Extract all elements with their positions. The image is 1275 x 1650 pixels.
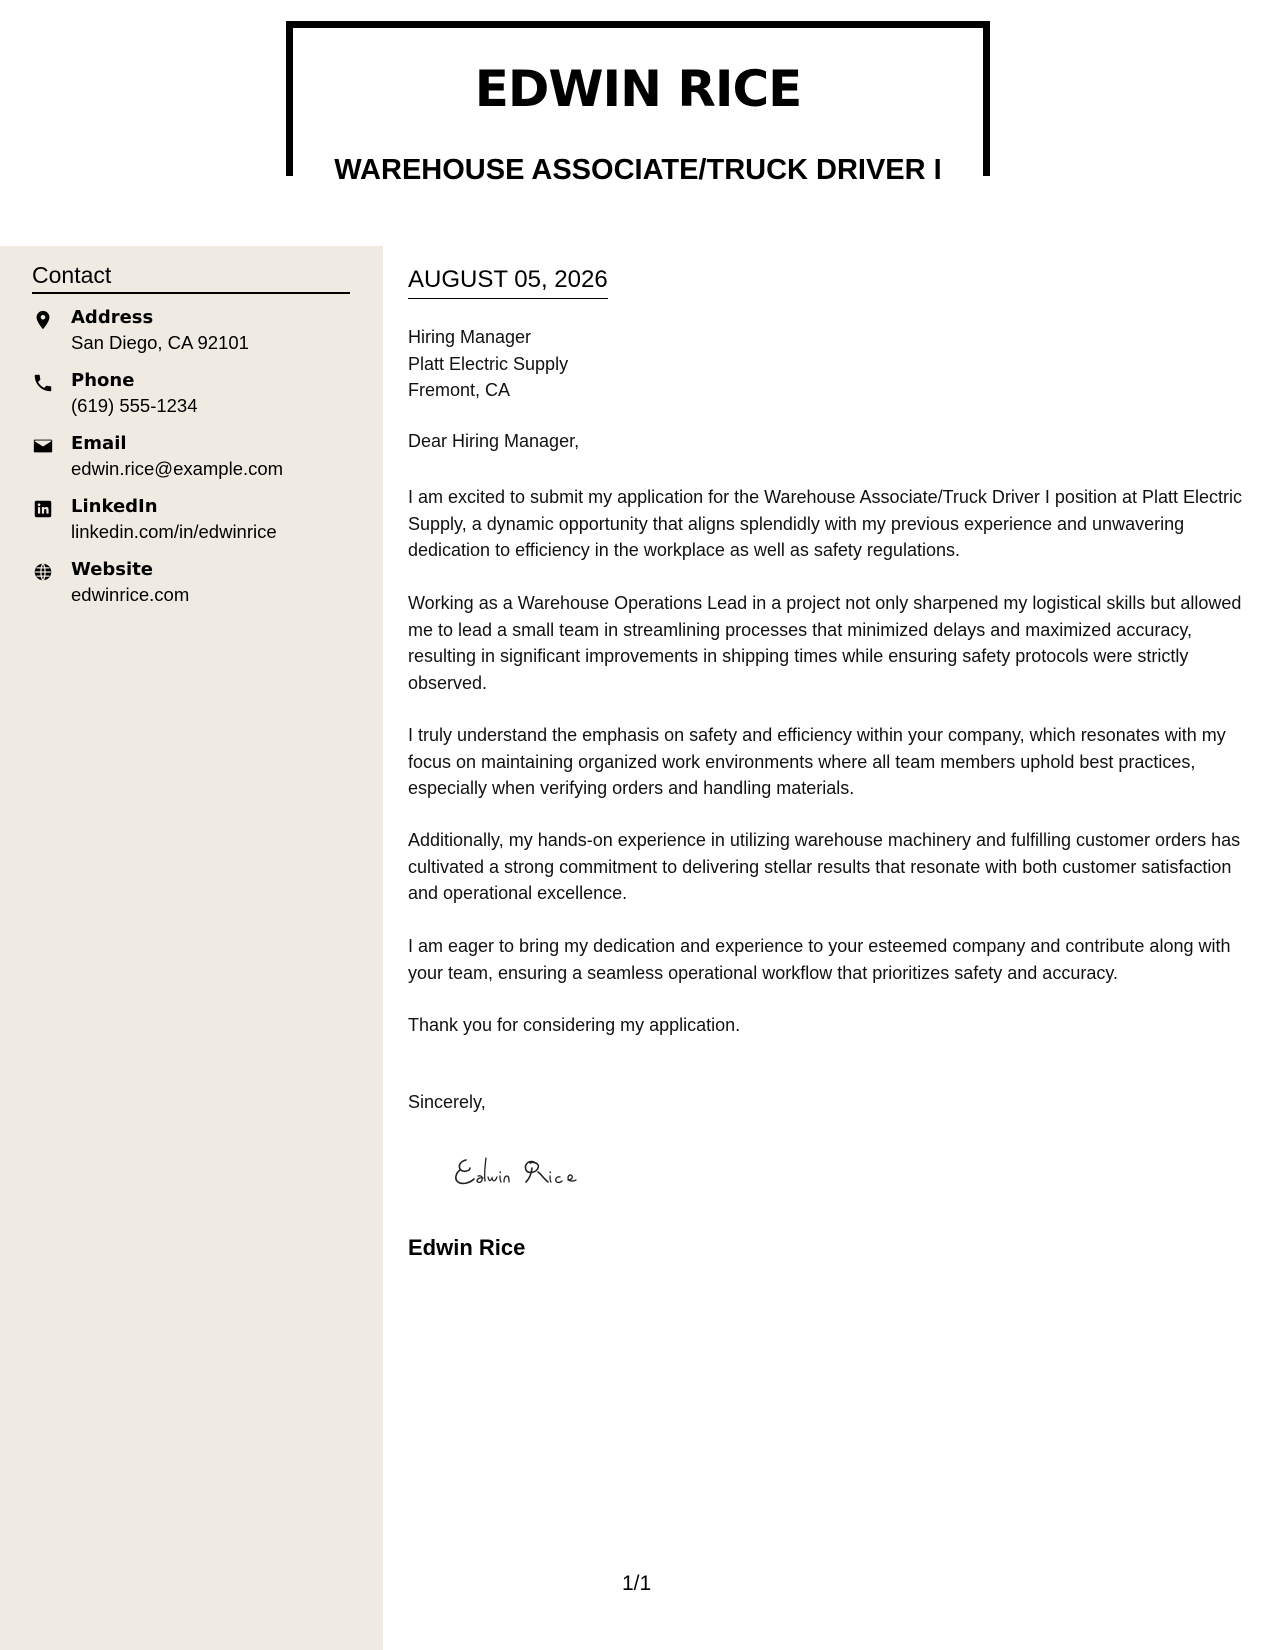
greeting: Dear Hiring Manager, (408, 431, 580, 451)
page-number: 1/1 (622, 1572, 652, 1595)
contact-value: San Diego, CA 92101 (71, 332, 249, 353)
contact-value: edwinrice.com (71, 584, 190, 605)
recipient-line: Fremont, CA (408, 380, 511, 400)
letter-paragraph: Working as a Warehouse Operations Lead in a project not only sharpened my logistical skills but allowed me to lead a small team in streamlining processes that minimized delays and maximized accuracy, resulting in significant improvements in shipping times while ensuring safety protocols were strictly observed. (408, 593, 1242, 693)
contact-label: Website (71, 559, 154, 580)
contact-heading: Contact (32, 262, 350, 294)
applicant-name: EDWIN RICE (474, 60, 802, 118)
contact-label: LinkedIn (71, 496, 158, 517)
letter-date: AUGUST 05, 2026 (408, 266, 608, 299)
letter-paragraph: I am eager to bring my dedication and experience to your esteemed company and contribute along with your team, ensuring a seamless operational workflow that prioritizes safety and accuracy. (408, 936, 1231, 983)
sidebar (0, 246, 383, 1650)
signer-name: Edwin Rice (408, 1235, 526, 1260)
globe-icon (32, 561, 54, 583)
contact-value: (619) 555-1234 (71, 395, 198, 416)
signature-image (452, 1150, 632, 1194)
letter-paragraph: I am excited to submit my application for the Warehouse Associate/Truck Driver I position at Platt Electric Supply, a dynamic opportunity that aligns splendidly with my previous experience and unwavering dedication to efficiency in the workplace as well as safety regulations. (408, 487, 1243, 560)
envelope-icon (32, 435, 54, 457)
letter-paragraph: I truly understand the emphasis on safety and efficiency within your company, which resonates with my focus on maintaining organized work environments where all team members uphold best practices, especially when verifying orders and handling materials. (408, 725, 1226, 798)
recipient-line: Hiring Manager (408, 327, 532, 347)
letter-paragraph: Thank you for considering my application. (408, 1015, 741, 1035)
job-title: WAREHOUSE ASSOCIATE/TRUCK DRIVER I (334, 154, 942, 186)
map-pin-icon (32, 309, 54, 331)
recipient-line: Platt Electric Supply (408, 353, 569, 374)
linkedin-icon (32, 498, 54, 520)
contact-label: Email (71, 433, 127, 454)
contact-value: edwin.rice@example.com (71, 458, 284, 479)
recipient-block (408, 324, 568, 404)
contact-label: Address (71, 307, 154, 328)
phone-icon (32, 372, 54, 394)
contact-value: linkedin.com/in/edwinrice (71, 521, 277, 542)
closing: Sincerely, (408, 1092, 486, 1112)
contact-label: Phone (71, 370, 135, 391)
letter-paragraph: Additionally, my hands-on experience in utilizing warehouse machinery and fulfilling customer orders has cultivated a strong commitment to delivering stellar results that resonate with both customer satisfaction and operational excellence. (408, 830, 1241, 903)
